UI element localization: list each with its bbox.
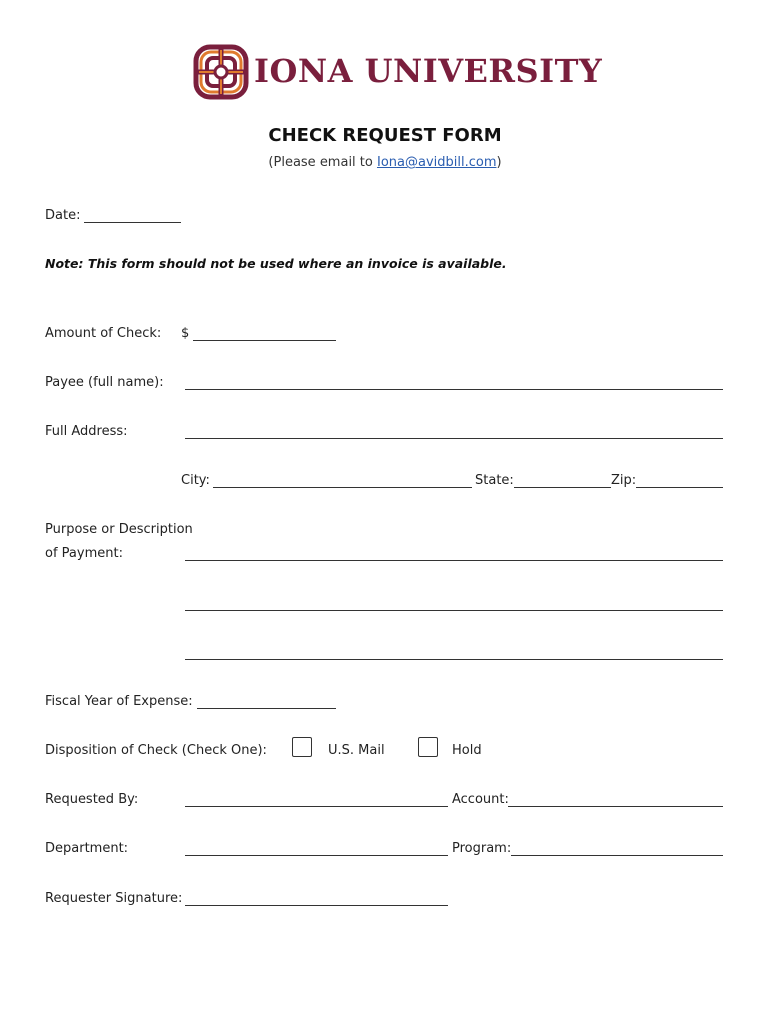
purpose-field-line2[interactable]	[185, 610, 723, 611]
payee-field[interactable]	[185, 389, 723, 390]
disposition-label: Disposition of Check (Check One):	[45, 743, 267, 758]
program-field[interactable]	[511, 855, 723, 856]
purpose-field-line3[interactable]	[185, 659, 723, 660]
department-label: Department:	[45, 841, 129, 856]
payee-label: Payee (full name):	[45, 375, 164, 390]
form-title: CHECK REQUEST FORM	[268, 125, 502, 146]
department-field[interactable]	[185, 855, 448, 856]
account-label: Account:	[452, 792, 509, 807]
state-label: State:	[475, 473, 514, 488]
city-field[interactable]	[213, 487, 472, 488]
date-label: Date:	[45, 208, 81, 223]
date-field[interactable]	[84, 222, 181, 223]
currency-symbol: $	[181, 326, 190, 341]
requested-by-label: Requested By:	[45, 792, 139, 807]
amount-field[interactable]	[193, 340, 336, 341]
city-label: City:	[181, 473, 210, 488]
us-mail-option-label: U.S. Mail	[328, 743, 385, 758]
invoice-note: Note: This form should not be used where an invoice is available.	[45, 256, 507, 271]
email-link[interactable]: Iona@avidbill.com	[376, 155, 497, 170]
signature-field[interactable]	[185, 905, 448, 906]
university-name: IONA UNIVERSITY	[254, 52, 603, 90]
hold-option-label: Hold	[452, 743, 482, 758]
purpose-label-line2: of Payment:	[45, 546, 123, 561]
fiscal-year-field[interactable]	[197, 708, 336, 709]
hold-checkbox[interactable]	[418, 737, 438, 757]
address-label: Full Address:	[45, 424, 128, 439]
iona-logo-icon	[193, 44, 249, 100]
signature-label: Requester Signature:	[45, 891, 183, 906]
purpose-field-line1[interactable]	[185, 560, 723, 561]
state-field[interactable]	[514, 487, 611, 488]
address-field[interactable]	[185, 438, 723, 439]
amount-label: Amount of Check:	[45, 326, 162, 341]
purpose-label-line1: Purpose or Description	[45, 522, 193, 537]
program-label: Program:	[452, 841, 512, 856]
account-field[interactable]	[508, 806, 723, 807]
zip-label: Zip:	[611, 473, 637, 488]
us-mail-checkbox[interactable]	[292, 737, 312, 757]
requested-by-field[interactable]	[185, 806, 448, 807]
zip-field[interactable]	[636, 487, 723, 488]
form-subtitle: (Please email to Iona@avidbill.com)	[268, 155, 502, 170]
fiscal-year-label: Fiscal Year of Expense:	[45, 694, 193, 709]
